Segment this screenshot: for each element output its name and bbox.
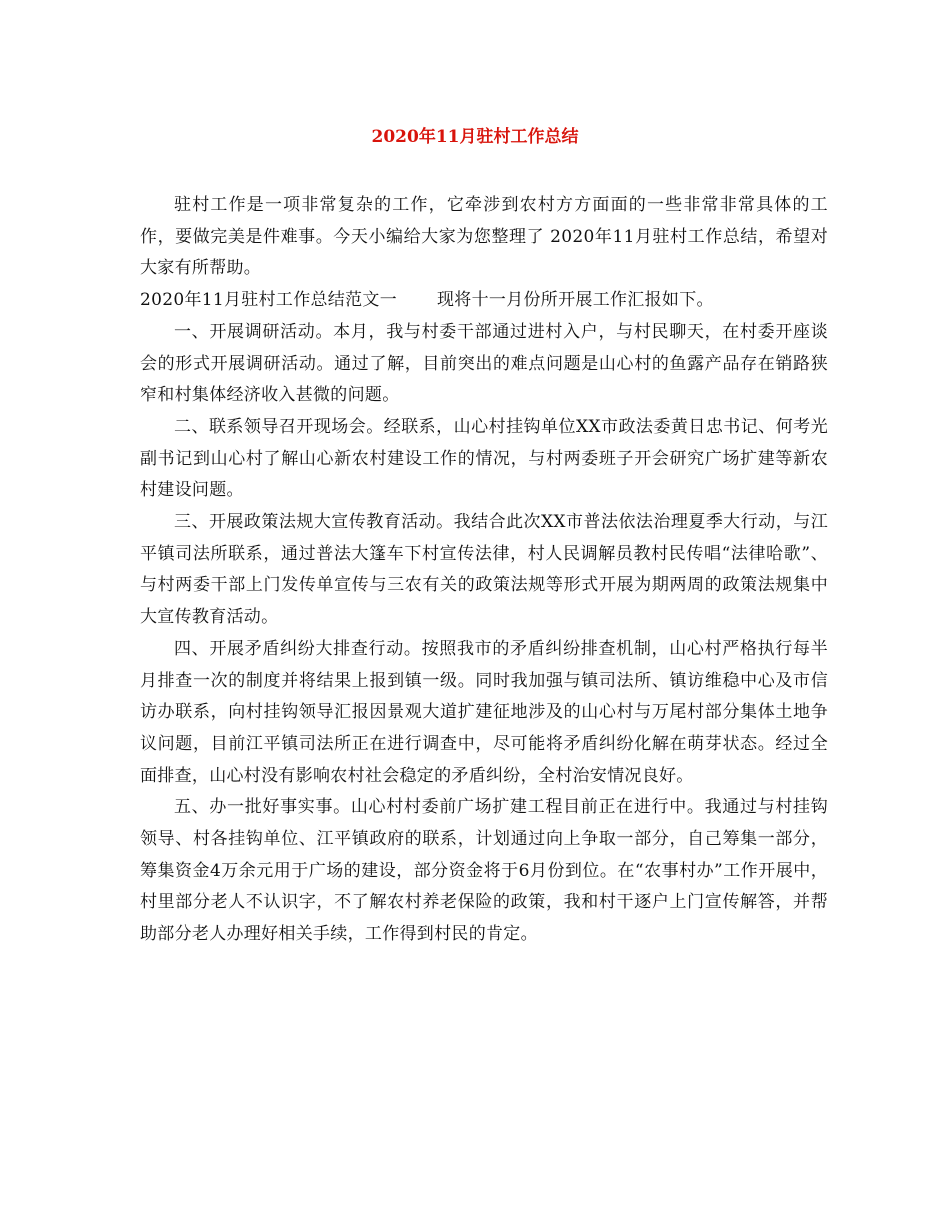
section-heading-line <box>140 285 828 317</box>
intro-paragraph: 驻村工作是一项非常复杂的工作，它牵涉到农村方方面面的一些非常非常具体的工作，要做完美是件难事。今天小编给大家为您整理了 2020年11月驻村工作总结，希望对大家有所帮助。 <box>140 195 828 279</box>
paragraph-4: 四、开展矛盾纠纷大排查行动。按照我市的矛盾纠纷排查机制，山心村严格执行每半月排查一次的制度并将结果上报到镇一级。同时我加强与镇司法所、镇访维稳中心及市信访办联系，向村挂钩领导汇报因景观大道扩建征地涉及的山心村与万尾村部分集体土地争议问题，目前江平镇司法所正在进行调查中，尽可能将矛盾纠纷化解在萌芽状态。经过全面排查，山心村没有影响农村社会稳定的矛盾纠纷，全村治安情况良好。 <box>140 638 828 786</box>
section-heading: 2020年11月驻村工作总结范文一 <box>140 290 397 311</box>
document-body <box>140 190 828 951</box>
paragraph-3: 三、开展政策法规大宣传教育活动。我结合此次XX市普法依法治理夏季大行动，与江平镇司法所联系，通过普法大篷车下村宣传法律，村人民调解员教村民传唱“法律哈歌”、与村两委干部上门发传单宣传与三农有关的政策法规等形式开展为期两周的政策法规集中大宣传教育活动。 <box>140 512 828 628</box>
document-title: 2020年11月驻村工作总结 <box>371 127 579 147</box>
section-lead: 现将十一月份所开展工作汇报如下。 <box>437 290 714 311</box>
paragraph-5: 五、办一批好事实事。山心村村委前广场扩建工程目前正在进行中。我通过与村挂钩领导、村各挂钩单位、江平镇政府的联系，计划通过向上争取一部分，自己筹集一部分，筹集资金4万余元用于广场的建设，部分资金将于6月份到位。在“农事村办”工作开展中，村里部分老人不认识字，不了解农村养老保险的政策，我和村干逐户上门宣传解答，并帮助部分老人办理好相关手续，工作得到村民的肯定。 <box>140 797 828 945</box>
paragraph-2: 二、联系领导召开现场会。经联系，山心村挂钩单位XX市政法委黄日忠书记、何考光副书记到山心村了解山心新农村建设工作的情况，与村两委班子开会研究广场扩建等新农村建设问题。 <box>140 416 828 501</box>
paragraph-1: 一、开展调研活动。本月，我与村委干部通过进村入户，与村民聊天，在村委开座谈会的形式开展调研活动。通过了解，目前突出的难点问题是山心村的鱼露产品存在销路狭窄和村集体经济收入甚微的问题。 <box>140 321 828 406</box>
